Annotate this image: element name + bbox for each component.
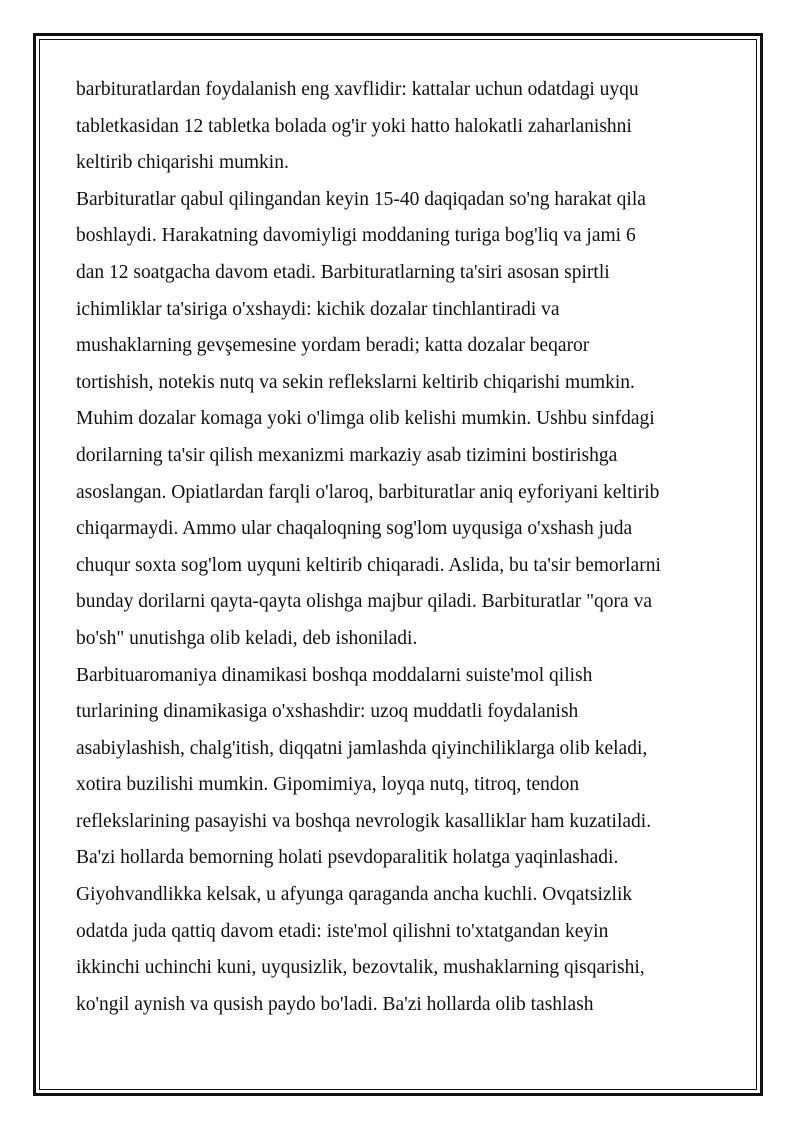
text-line: Barbituaromaniya dinamikasi boshqa moddalarni suiste'mol qilish [76,664,593,686]
text-line: dorilarning ta'sir qilish mexanizmi markaziy asab tizimini bostirishga [76,444,618,466]
text-line: boshlaydi. Harakatning davomiyligi moddaning turiga bog'liq va jami 6 [76,225,636,247]
document-body [76,72,736,1023]
text-line: tortishish, notekis nutq va sekin reflekslarni keltirib chiqarishi mumkin. [76,371,635,393]
text-line: odatda juda qattiq davom etadi: iste'mol qilishni to'xtatgandan keyin [76,920,609,942]
text-line: Muhim dozalar komaga yoki o'limga olib kelishi mumkin. Ushbu sinfdagi [76,408,655,430]
text-line: tabletkasidan 12 tabletka bolada og'ir yoki hatto halokatli zaharlanishni [76,115,632,137]
text-line: bo'sh" unutishga olib keladi, deb ishoniladi. [76,627,418,649]
text-line: chiqarmaydi. Ammo ular chaqaloqning sog'lom uyqusiga o'xshash juda [76,518,633,540]
text-line: mushaklarning gevşemesine yordam beradi; katta dozalar beqaror [76,335,590,357]
text-line: bunday dorilarni qayta-qayta olishga majbur qiladi. Barbituratlar "qora va [76,591,652,613]
text-line: chuqur soxta sog'lom uyquni keltirib chiqaradi. Aslida, bu ta'sir bemorlarni [76,554,661,576]
text-line: Ba'zi hollarda bemorning holati psevdoparalitik holatga yaqinlashadi. [76,847,619,869]
text-line: Giyohvandlikka kelsak, u afyunga qaraganda ancha kuchli. Ovqatsizlik [76,884,633,906]
text-line: ichimliklar ta'siriga o'xshaydi: kichik dozalar tinchlantiradi va [76,298,560,320]
text-line: xotira buzilishi mumkin. Gipomimiya, loyqa nutq, titroq, tendon [76,774,580,796]
text-line: asoslangan. Opiatlardan farqli o'laroq, barbituratlar aniq eyforiyani keltirib [76,481,660,503]
text-line: ko'ngil aynish va qusish paydo bo'ladi. Ba'zi hollarda olib tashlash [76,993,594,1015]
text-line: keltirib chiqarishi mumkin. [76,152,289,174]
text-line: Barbituratlar qabul qilingandan keyin 15-40 daqiqadan so'ng harakat qila [76,188,646,210]
text-line: barbituratlardan foydalanish eng xavflidir: kattalar uchun odatdagi uyqu [76,79,639,100]
text-line: reflekslarining pasayishi va boshqa nevrologik kasalliklar ham kuzatiladi. [76,810,652,832]
text-line: ikkinchi uchinchi kuni, uyqusizlik, bezovtalik, mushaklarning qisqarishi, [76,957,645,979]
text-line: turlarining dinamikasiga o'xshashdir: uzoq muddatli foydalanish [76,701,579,723]
text-line: dan 12 soatgacha davom etadi. Barbituratlarning ta'siri asosan spirtli [76,261,610,283]
text-line: asabiylashish, chalg'itish, diqqatni jamlashda qiyinchiliklarga olib keladi, [76,737,648,759]
